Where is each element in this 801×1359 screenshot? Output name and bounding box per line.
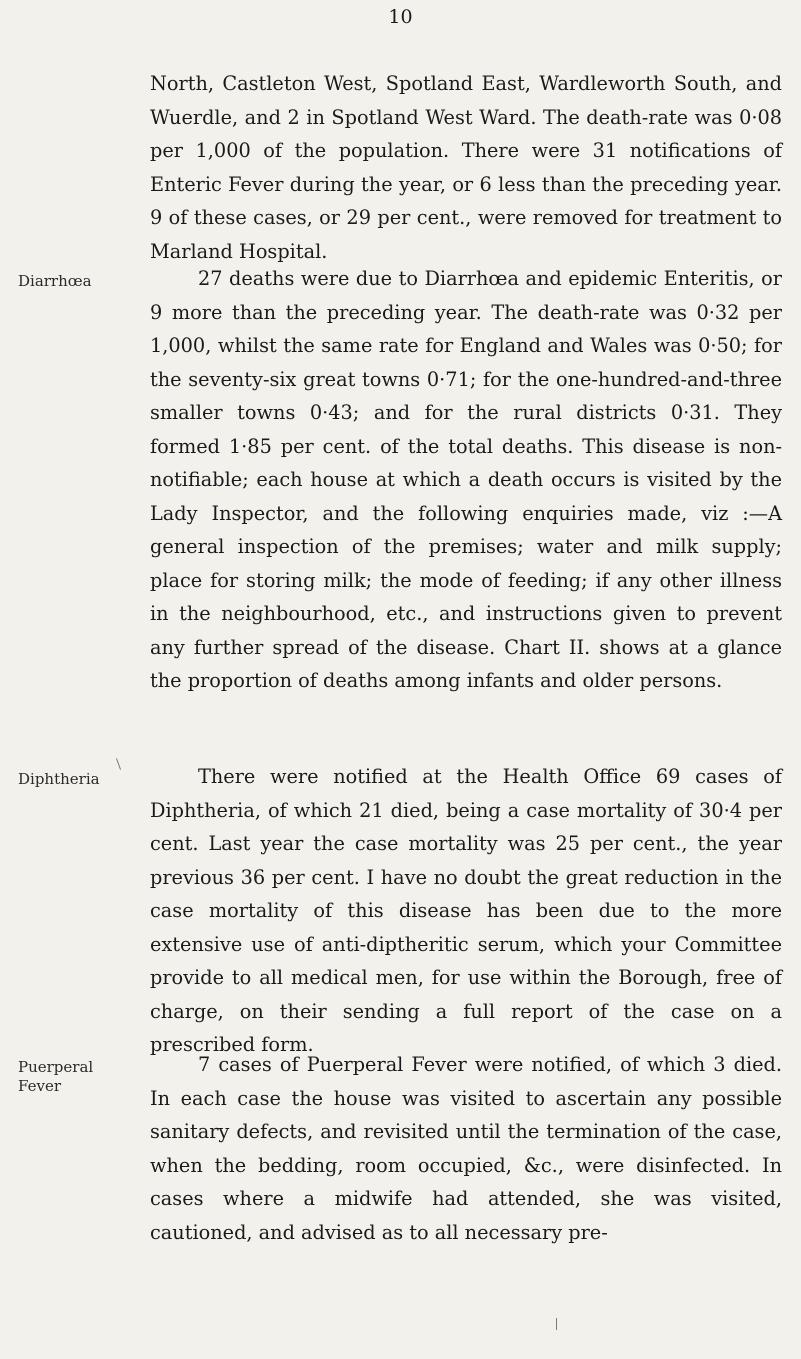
stray-mark-bottom <box>556 1318 557 1330</box>
paragraph-enteric: North, Castleton West, Spotland East, Wardleworth South, and Wuerdle, and 2 in Spotland West Ward. The death-rate was 0·08 per 1,000 of the population. There were 31 notifications of Enteric Fever during the year, or 6 less than the preceding year. 9 of these cases, or 29 per cent., were removed for treatment to Marland Hospital. <box>150 72 782 263</box>
page-number: 10 <box>388 6 413 28</box>
paragraph-puerperal-fever: 7 cases of Puerperal Fever were notified, of which 3 died. In each case the house was visited to ascertain any possible sanitary defects, and revisited until the termination of the case, when the bedding, room occupied, &c., were disinfected. In cases where a midwife had attended, she was visited, cautioned, and advised as to all necessary pre- <box>150 1053 782 1244</box>
stray-mark <box>116 758 121 770</box>
margin-label-diarrhoea: Diarrhœa <box>18 272 92 290</box>
margin-label-diphtheria: Diphtheria <box>18 770 100 788</box>
paragraph-diarrhoea: 27 deaths were due to Diarrhœa and epidemic Enteritis, or 9 more than the preceding year. The death-rate was 0·32 per 1,000, whilst the same rate for England and Wales was 0·50; for the seventy-six great towns 0·71; for the one-hundred-and-three smaller towns 0·43; and for the rural districts 0·31. They formed 1·85 per cent. of the total deaths. This disease is non-notifiable; each house at which a death occurs is visited by the Lady Inspector, and the following enquiries made, viz :—A general inspection of the premises; water and milk supply; place for storing milk; the mode of feeding; if any other illness in the neighbourhood, etc., and instructions given to prevent any further spread of the disease. Chart II. shows at a glance the proportion of deaths among infants and older persons. <box>150 267 782 692</box>
paragraph-diphtheria: There were notified at the Health Office 69 cases of Diphtheria, of which 21 died, being a case mortality of 30·4 per cent. Last year the case mortality was 25 per cent., the year previous 36 per cent. I have no doubt the great reduction in the case mortality of this disease has been due to the more extensive use of anti-diptheritic serum, which your Committee provide to all medical men, for use within the Borough, free of charge, on their sending a full report of the case on a prescribed form. <box>150 765 782 1056</box>
margin-label-puerperal-fever: Puerperal Fever <box>18 1058 94 1095</box>
